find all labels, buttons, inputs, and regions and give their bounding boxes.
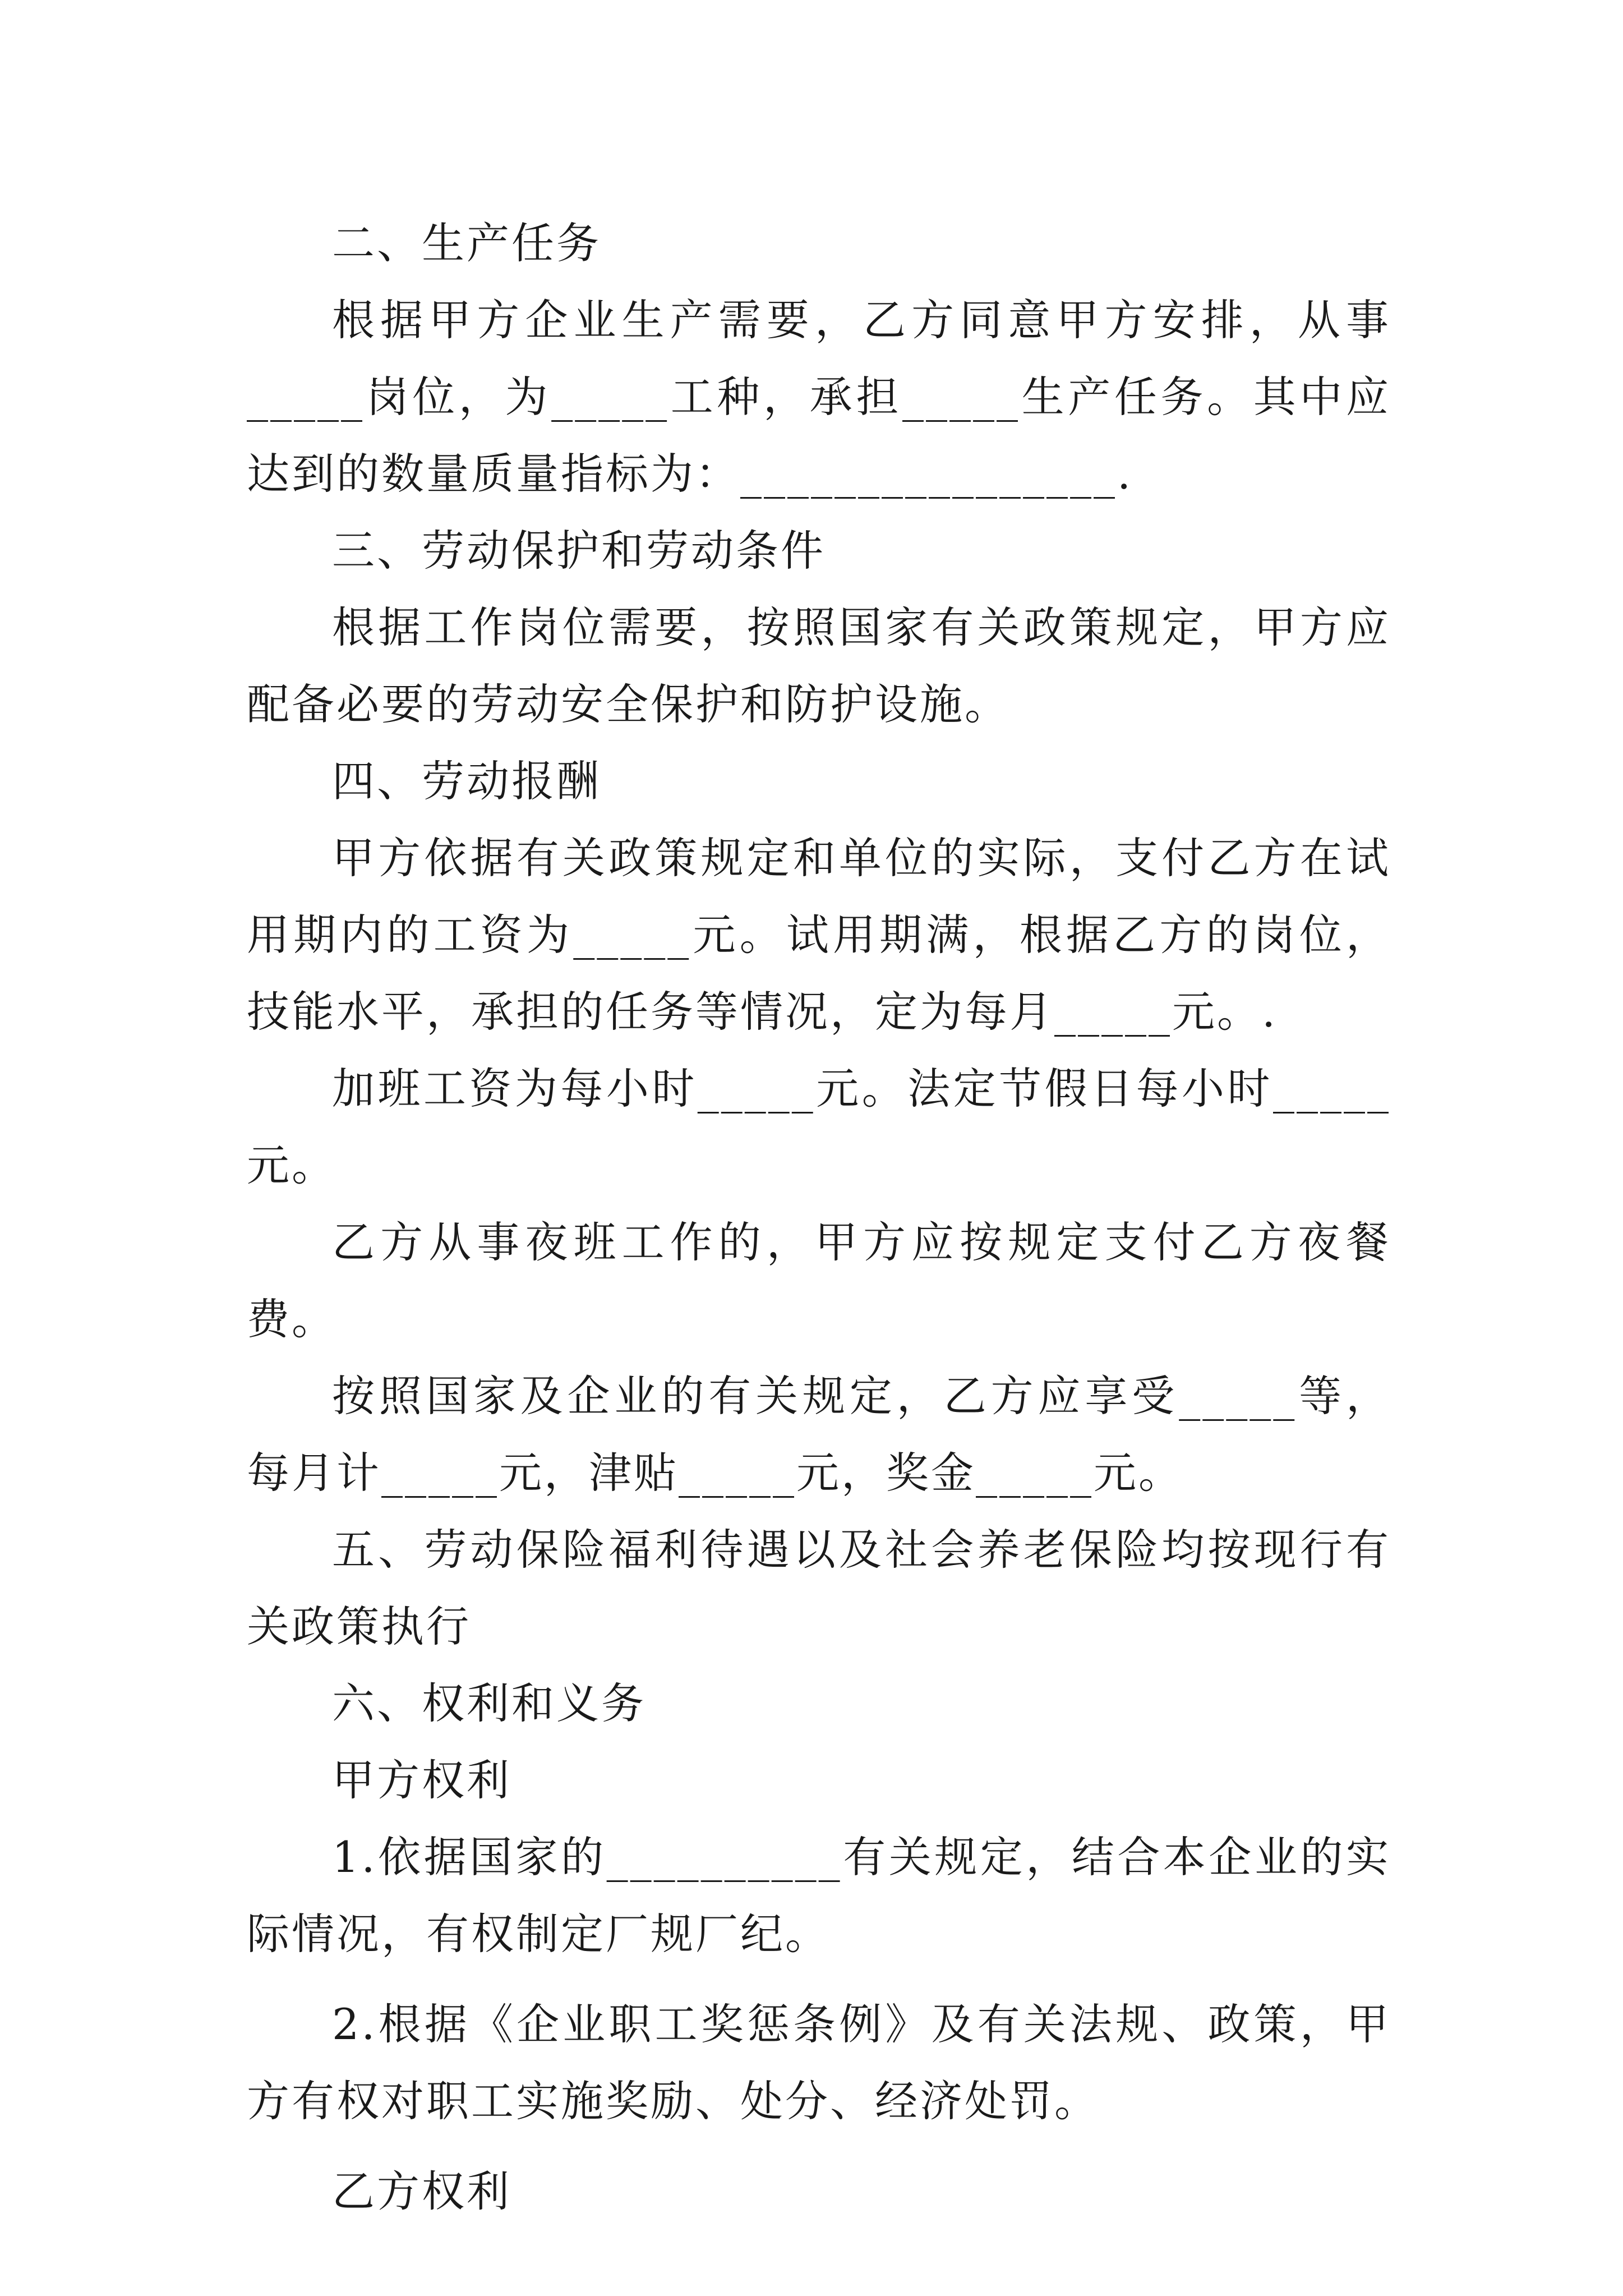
section-heading-remuneration: 四、劳动报酬 (332, 756, 601, 806)
list-item-party-a-right-1: 1.依据国家的__________有关规定，结合本企业的实际情况，有权制定厂规厂纪。 (247, 1832, 1391, 1959)
section-heading-rights-duties: 六、权利和义务 (332, 1678, 646, 1728)
subheading-party-a-rights: 甲方权利 (332, 1755, 511, 1805)
subheading-party-b-rights: 乙方权利 (332, 2166, 511, 2216)
document-body (247, 205, 1391, 2230)
section-heading-insurance: 五、劳动保险福利待遇以及社会养老保险均按现行有关政策执行 (247, 1525, 1391, 1651)
paragraph-night-shift: 乙方从事夜班工作的，甲方应按规定支付乙方夜餐费。 (247, 1217, 1391, 1344)
list-item-party-a-right-2: 2.根据《企业职工奖惩条例》及有关法规、政策，甲方有权对职工实施奖励、处分、经济处罚。 (247, 1999, 1391, 2126)
paragraph-labor-protection: 根据工作岗位需要，按照国家有关政策规定，甲方应配备必要的劳动安全保护和防护设施。 (247, 602, 1391, 729)
section-heading-labor-protection: 三、劳动保护和劳动条件 (332, 526, 826, 576)
paragraph-overtime-pay: 加班工资为每小时_____元。法定节假日每小时_____元。 (247, 1064, 1391, 1190)
paragraph-allowances: 按照国家及企业的有关规定，乙方应享受_____等，每月计_____元，津贴_____元，奖金_____元。 (247, 1371, 1391, 1498)
paragraph-remuneration: 甲方依据有关政策规定和单位的实际，支付乙方在试用期内的工资为_____元。试用期满，根据乙方的岗位，技能水平，承担的任务等情况，定为每月_____元。. (247, 833, 1391, 1037)
section-heading-production-task: 二、生产任务 (332, 218, 601, 268)
paragraph-production-task: 根据甲方企业生产需要，乙方同意甲方安排，从事_____岗位，为_____工种，承担_____生产任务。其中应达到的数量质量指标为：________________. (247, 295, 1391, 499)
